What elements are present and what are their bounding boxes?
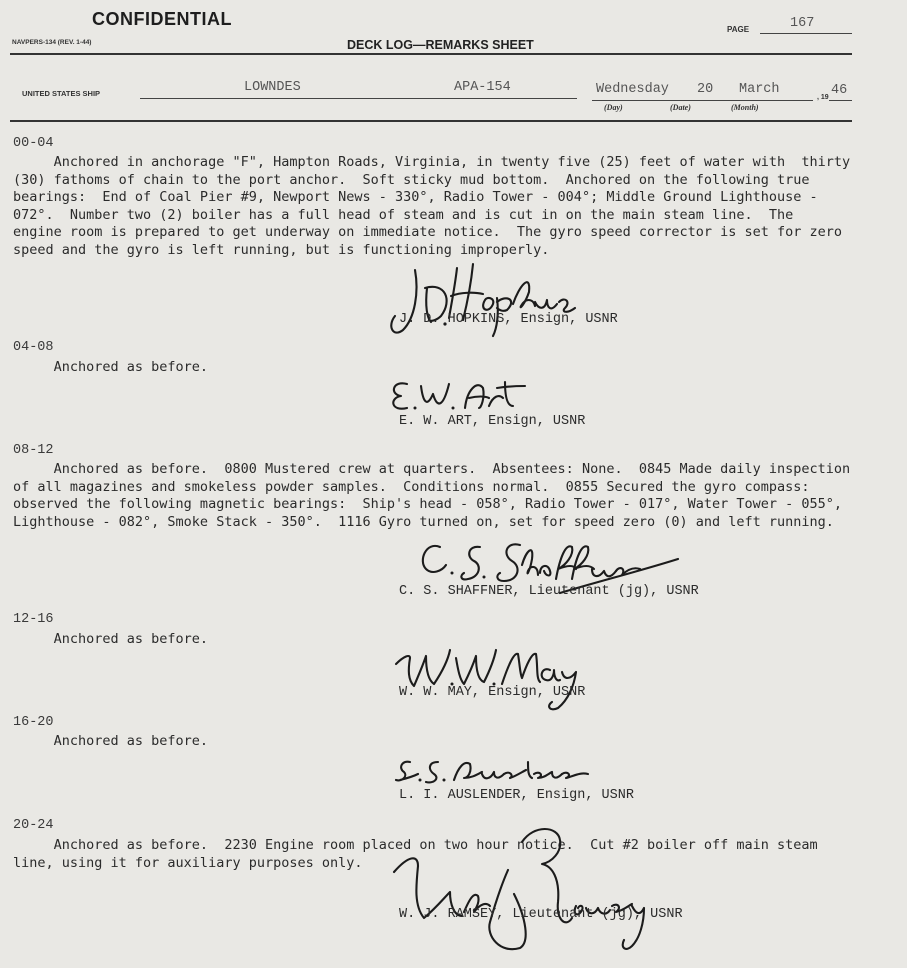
watch-time: 12-16 xyxy=(13,612,54,627)
watch-remarks: Anchored as before. xyxy=(13,733,209,749)
log-month: March xyxy=(739,82,780,97)
year-rule xyxy=(829,100,852,101)
signer-name: J. D. HOPKINS, Ensign, USNR xyxy=(399,312,618,327)
watch-time: 16-20 xyxy=(13,715,54,730)
page-number-rule xyxy=(760,33,852,34)
watch-remarks: Anchored in anchorage "F", Hampton Roads, Virginia, in twenty five (25) feet of water with thirty (30) fathoms of chain to the port anchor. Soft sticky mud bottom. Anchored on the following true bearings: End of Coal Pier #9, Newport News - 330°, Radio Tower - 004°; Middle Ground Lighthouse - 072°. Number two (2) boiler has a full head of steam and is cut in on the main steam line. The engine room is prepared to get underway on immediate notice. The gyro speed corrector is set for zero speed and the gyro is left running, but is functioning improperly. xyxy=(13,154,851,258)
form-number: NAVPERS-134 (REV. 1-44) xyxy=(12,39,92,46)
year-prefix: , 19 xyxy=(817,94,829,101)
signer-name: L. I. AUSLENDER, Ensign, USNR xyxy=(399,788,634,803)
watch-remarks: Anchored as before. xyxy=(13,631,209,647)
day-caption: (Day) xyxy=(604,103,623,112)
log-day: Wednesday xyxy=(596,82,669,97)
date-caption: (Date) xyxy=(670,103,691,112)
log-year: 46 xyxy=(831,83,848,98)
page-number: 167 xyxy=(790,16,815,31)
ship-name-rule xyxy=(140,98,577,99)
watch-time: 08-12 xyxy=(13,443,54,458)
signer-name: C. S. SHAFFNER, Lieutenant (jg), USNR xyxy=(399,584,699,599)
ramsey-signature xyxy=(390,822,665,962)
classification-heading: CONFIDENTIAL xyxy=(92,9,232,29)
month-caption: (Month) xyxy=(731,103,759,112)
log-date: 20 xyxy=(697,82,714,97)
page-label: PAGE xyxy=(727,25,750,34)
ship-label: UNITED STATES SHIP xyxy=(22,89,101,98)
watch-time: 00-04 xyxy=(13,136,54,151)
hopkins-signature xyxy=(385,262,580,340)
header-bottom-rule xyxy=(10,120,852,122)
may-signature xyxy=(390,636,595,718)
signer-name: E. W. ART, Ensign, USNR xyxy=(399,414,586,429)
signer-name: W. W. MAY, Ensign, USNR xyxy=(399,685,586,700)
sheet-title: DECK LOG—REMARKS SHEET xyxy=(347,38,534,52)
watch-time: 20-24 xyxy=(13,818,54,833)
watch-remarks: Anchored as before. 0800 Mustered crew at quarters. Absentees: None. 0845 Made daily inspection of all magazines and smokeless powder samples. Conditions normal. 0855 Secured the gyro compass: observed the following magnetic bearings: Ship's head - 058°, Radio Tower - 017°, Water Tower - 055°, Lighthouse - 082°, Smoke Stack - 350°. 1116 Gyro turned on, set for speed zero (0) and left running. xyxy=(13,461,851,530)
watch-remarks: Anchored as before. xyxy=(13,359,209,375)
header-top-rule xyxy=(10,53,852,55)
watch-time: 04-08 xyxy=(13,340,54,355)
hull-number: APA-154 xyxy=(454,80,511,95)
watch-remarks: Anchored as before. 2230 Engine room placed on two hour notice. Cut #2 boiler off main steam line, using it for auxiliary purposes only. xyxy=(13,837,818,871)
art-signature xyxy=(385,372,530,417)
ship-name: LOWNDES xyxy=(244,80,301,95)
auslender-signature xyxy=(392,756,592,788)
date-rule xyxy=(592,100,813,101)
signer-name: W. J. RAMSEY, Lieutenant (jg), USNR xyxy=(399,907,683,922)
